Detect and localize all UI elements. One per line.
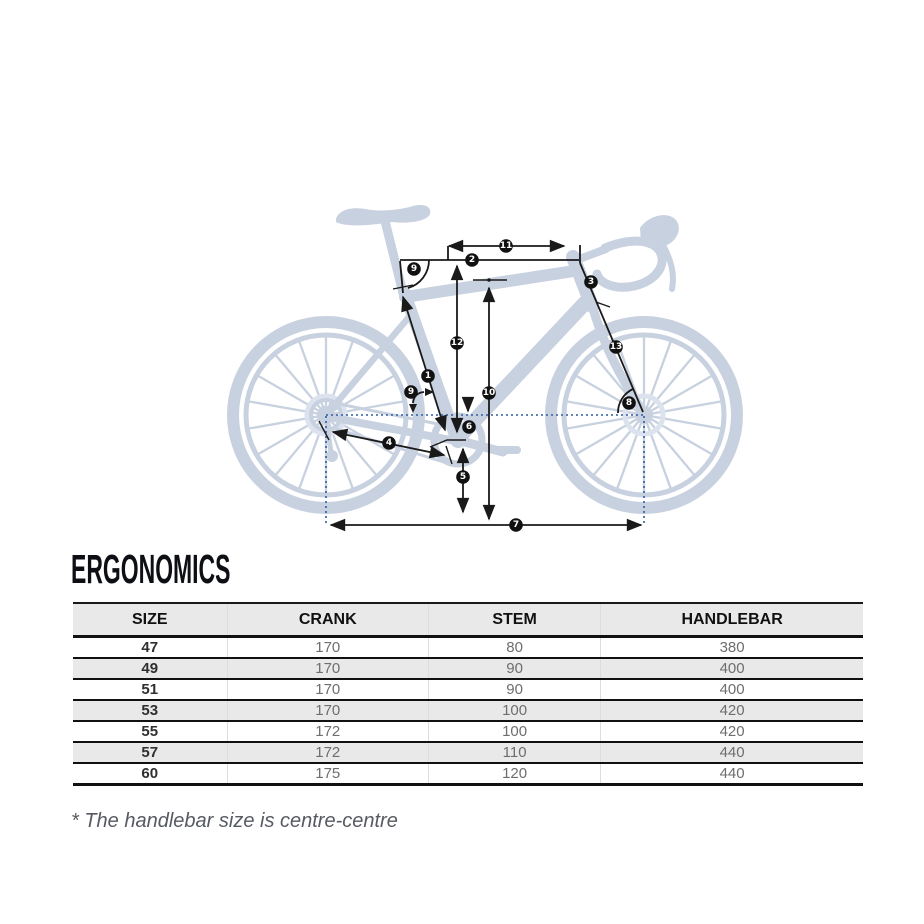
page-title: ERGONOMICS: [71, 546, 231, 592]
measure-badge-6: [462, 420, 476, 434]
ergonomics-table: [73, 602, 863, 786]
measure-badge-9a: [407, 262, 421, 276]
cell-stem: 100: [428, 700, 600, 721]
axle-reference-lines: [326, 415, 644, 524]
cell-handlebar: 440: [601, 742, 863, 763]
measure-badge-2: [465, 253, 479, 267]
cell-handlebar: 400: [601, 679, 863, 700]
svg-text:1: 1: [424, 371, 432, 381]
cell-size: 47: [73, 637, 227, 659]
measure-badge-5: [456, 470, 470, 484]
col-header-crank: CRANK: [227, 603, 428, 637]
svg-text:11: 11: [499, 241, 513, 251]
table-row: [73, 700, 863, 721]
cell-crank: 170: [227, 658, 428, 679]
cell-size: 51: [73, 679, 227, 700]
svg-text:8: 8: [625, 398, 633, 408]
svg-text:3: 3: [587, 277, 595, 287]
cell-handlebar: 420: [601, 721, 863, 742]
cell-crank: 175: [227, 763, 428, 785]
cell-stem: 90: [428, 658, 600, 679]
col-header-stem: STEM: [428, 603, 600, 637]
svg-text:2: 2: [468, 255, 476, 265]
svg-text:5: 5: [459, 472, 467, 482]
table-row: [73, 763, 863, 785]
cell-crank: 170: [227, 679, 428, 700]
cell-stem: 120: [428, 763, 600, 785]
cell-crank: 170: [227, 637, 428, 659]
measure-badge-11: [499, 239, 513, 253]
cell-crank: 170: [227, 700, 428, 721]
table-row: [73, 679, 863, 700]
cell-stem: 110: [428, 742, 600, 763]
cell-size: 49: [73, 658, 227, 679]
cell-crank: 172: [227, 721, 428, 742]
seat-tube: [404, 291, 456, 438]
footnote: * The handlebar size is centre-centre: [71, 810, 398, 832]
cell-size: 60: [73, 763, 227, 785]
saddle: [336, 205, 430, 225]
table-row: [73, 742, 863, 763]
bike-silhouette: [233, 205, 737, 508]
svg-text:13: 13: [609, 342, 623, 352]
cell-handlebar: 400: [601, 658, 863, 679]
svg-text:9: 9: [407, 387, 415, 397]
measure-badge-12: [450, 336, 464, 350]
col-header-handlebar: HANDLEBAR: [601, 603, 863, 637]
cell-stem: 80: [428, 637, 600, 659]
cell-size: 57: [73, 742, 227, 763]
cell-crank: 172: [227, 742, 428, 763]
cell-handlebar: 440: [601, 763, 863, 785]
table-row: [73, 637, 863, 659]
svg-text:12: 12: [450, 338, 464, 348]
measure-badge-13: [609, 340, 623, 354]
svg-text:6: 6: [465, 422, 473, 432]
svg-text:9: 9: [410, 264, 418, 274]
svg-text:7: 7: [512, 520, 520, 530]
table-row: [73, 721, 863, 742]
table-row: [73, 658, 863, 679]
measure-badge-8: [622, 396, 636, 410]
cell-handlebar: 420: [601, 700, 863, 721]
svg-text:10: 10: [482, 388, 496, 398]
cell-stem: 100: [428, 721, 600, 742]
cell-stem: 90: [428, 679, 600, 700]
brake-hood: [640, 215, 679, 248]
measure-badge-1: [421, 369, 435, 383]
table-header-row: [73, 603, 863, 637]
svg-text:4: 4: [385, 438, 393, 448]
measure-badge-3: [584, 275, 598, 289]
measure-badge-10: [482, 386, 496, 400]
cell-size: 55: [73, 721, 227, 742]
measure-badge-4: [382, 436, 396, 450]
cell-handlebar: 380: [601, 637, 863, 659]
measure-badge-7: [509, 518, 523, 532]
cell-size: 53: [73, 700, 227, 721]
col-header-size: SIZE: [73, 603, 227, 637]
measure-badge-9b: [404, 385, 418, 399]
seatpost: [385, 221, 403, 293]
